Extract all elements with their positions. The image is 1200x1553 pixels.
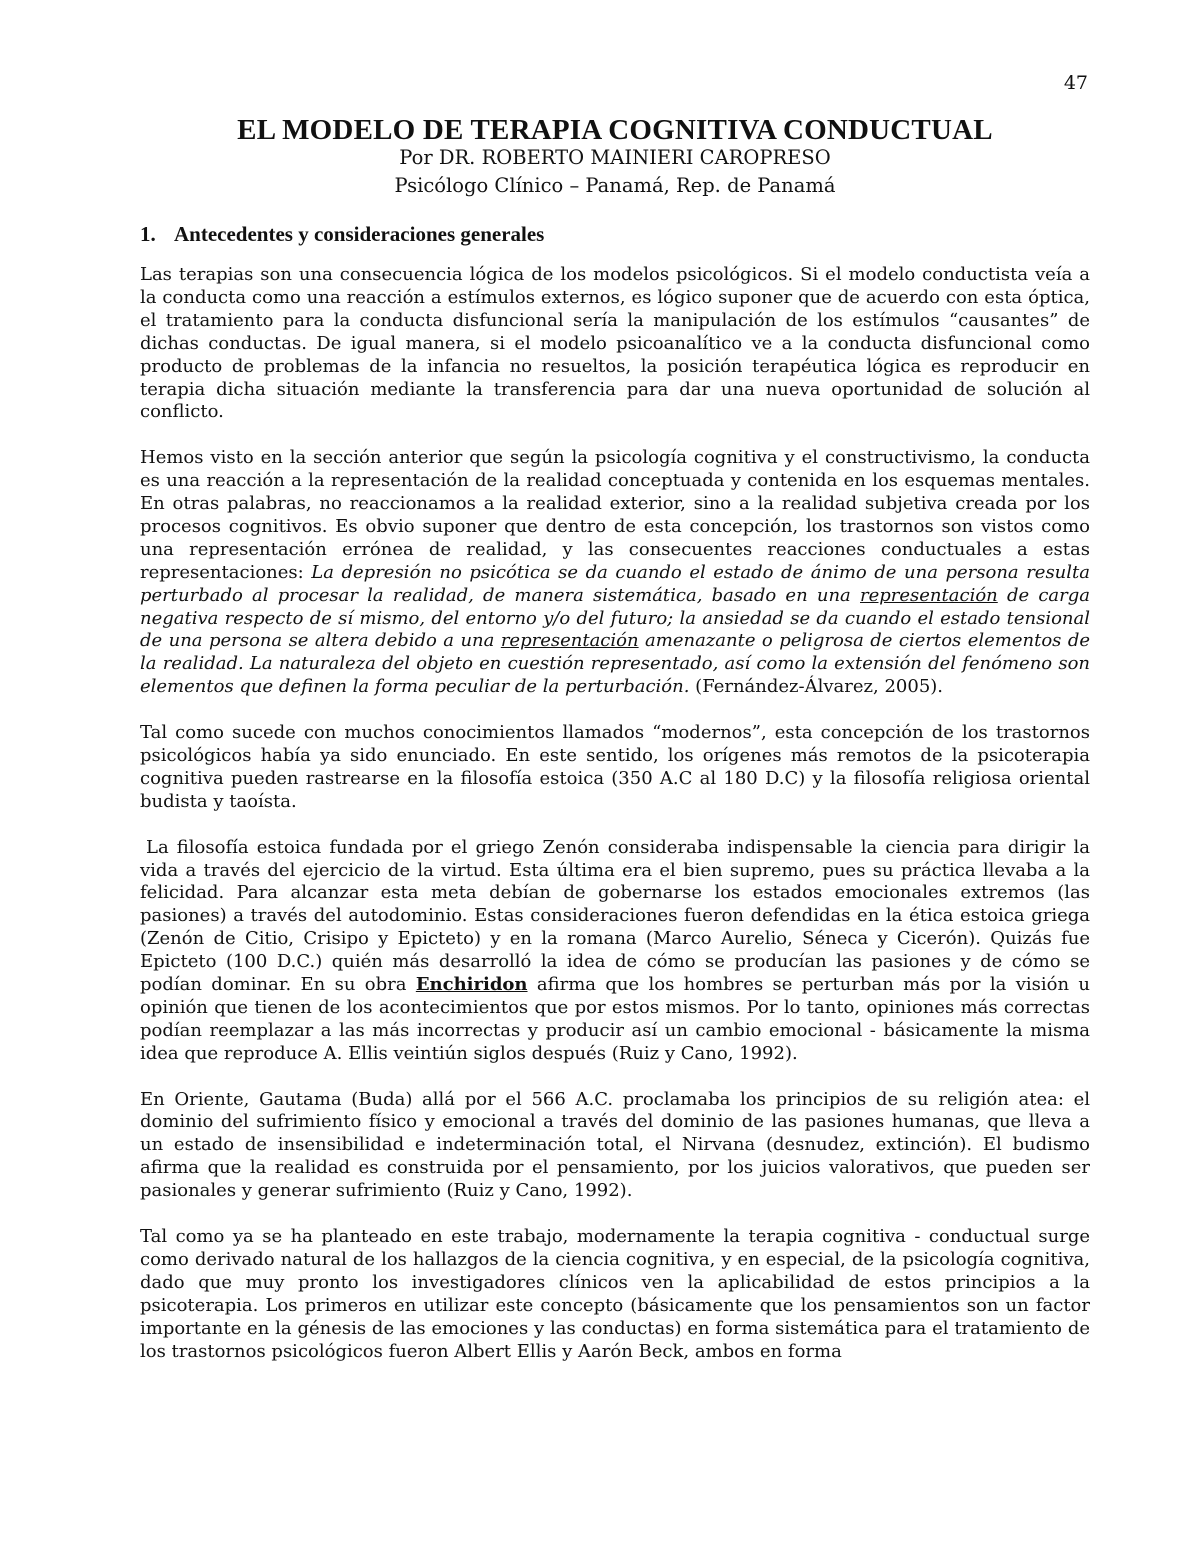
work-title: Enchiridon [415,974,528,996]
quote-text-b: de carga negativa respecto de sí mismo, del entorno y/o del futuro; la ansiedad se da cuando el estado tensional de una persona se altera debido a una [140,584,1091,652]
citation: (Fernández-Álvarez, 2005). [689,676,944,698]
section-number: 1. [140,222,156,246]
quote-text-a: La depresión no psicótica se da cuando el estado de ánimo de una persona resulta perturbado al procesar la realidad, de manera sistemática, basado en una [140,561,1090,606]
quote-text-c: amenazante o peligrosa de ciertos elementos de la realidad. La naturaleza del objeto en cuestión representado, así como la extensión del fenómeno son elementos que definen la forma peculiar de la perturbación. [140,630,1091,698]
quote-underlined-2: representación [500,630,639,652]
paragraph-3: Tal como sucede con muchos conocimientos llamados “modernos”, esta concepción de los trastornos psicológicos había ya sido enunciado. En este sentido, los orígenes más remotos de la psicoterapia cognitiva pueden rastrearse en la filosofía estoica (350 A.C al 180 D.C) y la filosofía religiosa oriental budista y taoísta. [140,722,1090,812]
page-number: 47 [1063,72,1088,94]
document-title: EL MODELO DE TERAPIA COGNITIVA CONDUCTUAL [237,114,993,146]
paragraph-2 [140,447,1090,699]
section-title: Antecedentes y consideraciones generales [174,222,545,246]
paragraph-1: Las terapias son una consecuencia lógica de los modelos psicológicos. Si el modelo conductista veía a la conducta como una reacción a estímulos externos, es lógico suponer que de acuerdo con esta óptica, el tratamiento para la conducta disfuncional sería la manipulación de los estímulos “causantes” de dichas conductas. De igual manera, si el modelo psicoanalítico ve a la conducta disfuncional como producto de problemas de la infancia no resueltos, la posición terapéutica lógica es reproducir en terapia dicha situación mediante la transferencia para dar una nueva oportunidad de solución al conflicto. [140,264,1090,423]
paragraph-6: Tal como ya se ha planteado en este trabajo, modernamente la terapia cognitiva - conductual surge como derivado natural de los hallazgos de la ciencia cognitiva, y en especial, de la psicología cognitiva, dado que muy pronto los investigadores clínicos ven la aplicabilidad de estos principios a la psicoterapia. Los primeros en utilizar este concepto (básicamente que los pensamientos son un factor importante en la génesis de las emociones y las conductas) en forma sistemática para el tratamiento de los trastornos psicológicos fueron Albert Ellis y Aarón Beck, ambos en forma [140,1225,1090,1362]
affiliation-line: Psicólogo Clínico – Panamá, Rep. de Panamá [394,174,836,197]
paragraph-2-intro: Hemos visto en la sección anterior que según la psicología cognitiva y el constructivismo, la conducta es una reacción a la representación de la realidad conceptuada y contenida en los esquemas mentales. En otras palabras, no reaccionamos a la realidad exterior, sino a la realidad subjetiva creada por los procesos cognitivos. Es obvio suponer que dentro de esta concepción, los trastornos son vistos como una representación errónea de realidad, y las consecuentes reacciones conductuales a estas representaciones: [140,447,1090,583]
body-text [140,264,1090,1386]
section-heading [140,222,544,247]
paragraph-4-before: La filosofía estoica fundada por el griego Zenón consideraba indispensable la ciencia para dirigir la vida a través del ejercicio de la virtud. Esta última era el bien supremo, pues su práctica llevaba a la felicidad. Para alcanzar esta meta debían de gobernarse los estados emocionales extremos (las pasiones) a través del autodominio. Estas consideraciones fueron defendidas en la ética estoica griega (Zenón de Citio, Crisipo y Epicteto) y en la romana (Marco Aurelio, Séneca y Cicerón). Quizás fue Epicteto (100 D.C.) quién más desarrolló la idea de cómo se producían las pasiones y de cómo se podían dominar. En su obra [140,836,1090,996]
paragraph-4 [140,837,1090,1066]
paragraph-5: En Oriente, Gautama (Buda) allá por el 566 A.C. proclamaba los principios de su religión atea: el dominio del sufrimiento físico y emocional a través del dominio de las pasiones humanas, que lleva a un estado de insensibilidad e indeterminación total, el Nirvana (desnudez, extinción). El budismo afirma que la realidad es construida por el pensamiento, por los juicios valorativos, que pueden ser pasionales y generar sufrimiento (Ruiz y Cano, 1992). [140,1088,1090,1202]
quote-underlined-1: representación [860,584,998,606]
author-line: Por DR. ROBERTO MAINIERI CAROPRESO [399,146,831,169]
paragraph-4-after: afirma que los hombres se perturban más por la visión u opinión que tienen de los acontecimientos que por estos mismos. Por lo tanto, opiniones más correctas podían reemplazar a las más incorrectas y producir así un cambio emocional - básicamente la misma idea que reproduce A. Ellis veintiún siglos después (Ruiz y Cano, 1992). [140,974,1090,1064]
